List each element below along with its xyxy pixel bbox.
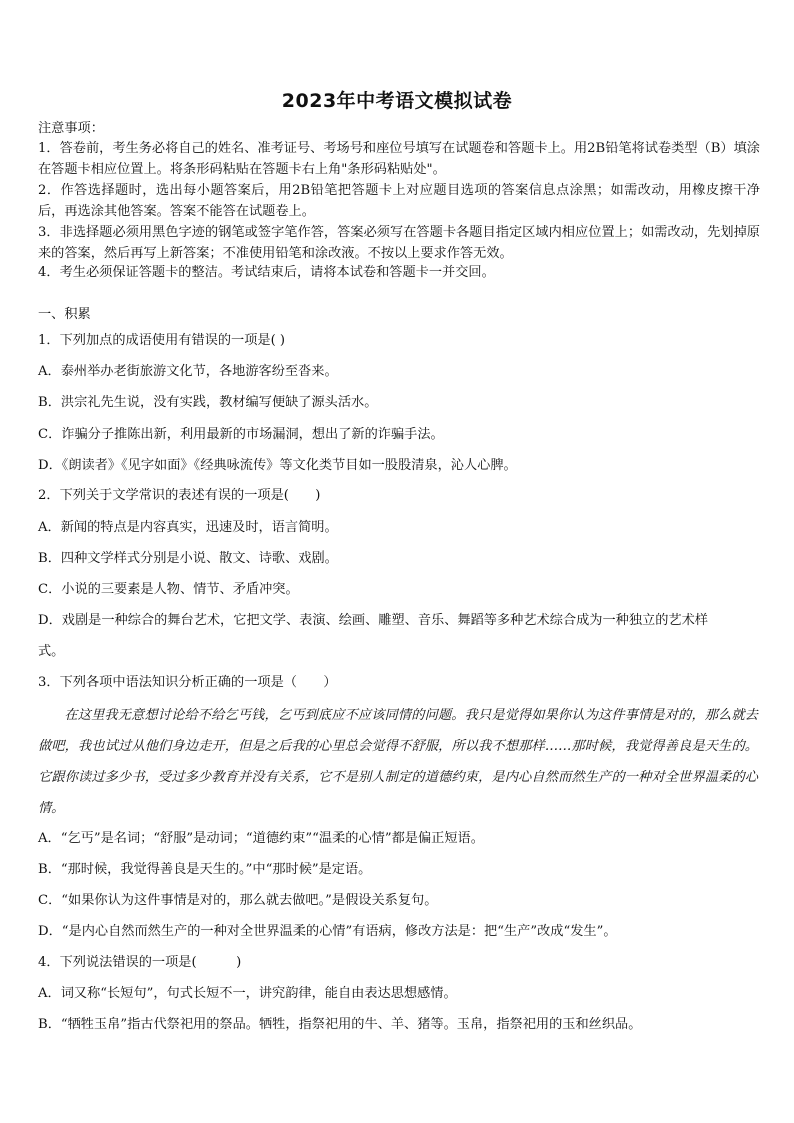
question-2-stem: 2．下列关于文学常识的表述有误的一项是( ) [38, 488, 321, 503]
question-4-option-a: A．词又称“长短句”，句式长短不一，讲究韵律，能自由表达思想感情。 [38, 986, 457, 1001]
question-3-option-a: A．“乞丐”是名词；“舒服”是动词；“道德约束”“温柔的心情”都是偏正短语。 [38, 831, 484, 846]
question-1-option-d: D．《朗读者》《见字如面》《经典咏流传》等文化类节目如一股股清泉，沁人心脾。 [38, 458, 517, 473]
question-3-option-d: D．“是内心自然而然生产的一种对全世界温柔的心情”有语病，修改方法是：把“生产”改成“发生”。 [38, 924, 617, 939]
section-heading: 一、积累 [38, 307, 91, 322]
question-3-passage: 在这里我无意想讨论给不给乞丐钱，乞丐到底应不应该同情的问题。我只是觉得如果你认为这件事情是对的，那么就去做吧，我也试过从他们身边走开，但是之后我的心里总会觉得不舒服，所以我不想那样……那时候，我觉得善良是天生的。它跟你读过多少书，受过多少教育并没有关系，它不是别人制定的道德约束，是内心自然而然生产的一种对全世界温柔的心情。 [38, 708, 758, 816]
question-4-stem: 4．下列说法错误的一项是( ) [38, 955, 242, 970]
question-4-option-b: B．“牺牲玉帛”指古代祭祀用的祭品。牺牲，指祭祀用的牛、羊、猪等。玉帛，指祭祀用的玉和丝织品。 [38, 1017, 642, 1032]
notice-item-1: 1．答卷前，考生务必将自己的姓名、准考证号、考场号和座位号填写在试题卷和答题卡上。用2B铅笔将试卷类型（B）填涂在答题卡相应位置上。将条形码粘贴在答题卡右上角"条形码粘贴处"。 [38, 141, 760, 177]
notice-heading: 注意事项： [38, 121, 104, 136]
question-2-option-d: D．戏剧是一种综合的舞台艺术，它把文学、表演、绘画、雕塑、音乐、舞蹈等多种艺术综合成为一种独立的艺术样 [38, 613, 708, 628]
question-3-option-b: B．“那时候，我觉得善良是天生的。”中“那时候”是定语。 [38, 862, 372, 877]
question-1-option-b: B．洪宗礼先生说，没有实践，教材编写便缺了源头活水。 [38, 395, 378, 410]
question-2-option-a: A．新闻的特点是内容真实，迅速及时，语言简明。 [38, 520, 338, 535]
question-3-option-c: C．“如果你认为这件事情是对的，那么就去做吧。”是假设关系复句。 [38, 893, 438, 908]
question-1-option-c: C．诈骗分子推陈出新，利用最新的市场漏洞，想出了新的诈骗手法。 [38, 427, 444, 442]
question-2-option-c: C．小说的三要素是人物、情节、矛盾冲突。 [38, 582, 299, 597]
question-1-stem: 1．下列加点的成语使用有错误的一项是( ) [38, 333, 286, 348]
notice-item-4: 4．考生必须保证答题卡的整洁。考试结束后，请将本试卷和答题卡一并交回。 [38, 265, 495, 280]
question-3-stem: 3．下列各项中语法知识分析正确的一项是（ ） [38, 675, 337, 690]
notice-item-2: 2．作答选择题时，选出每小题答案后，用2B铅笔把答题卡上对应题目选项的答案信息点涂黑；如需改动，用橡皮擦干净后，再选涂其他答案。答案不能答在试题卷上。 [38, 183, 760, 219]
question-1-option-a: A．泰州举办老街旅游文化节，各地游客纷至沓来。 [38, 364, 338, 379]
notice-item-3: 3．非选择题必须用黑色字迹的钢笔或签字笔作答，答案必须写在答题卡各题目指定区域内相应位置上；如需改动，先划掉原来的答案，然后再写上新答案；不准使用铅笔和涂改液。不按以上要求作答无效。 [38, 225, 760, 261]
question-2-option-d-cont: 式。 [38, 644, 65, 659]
question-2-option-b: B．四种文学样式分别是小说、散文、诗歌、戏剧。 [38, 551, 338, 566]
page-title: 2023年中考语文模拟试卷 [281, 90, 513, 112]
